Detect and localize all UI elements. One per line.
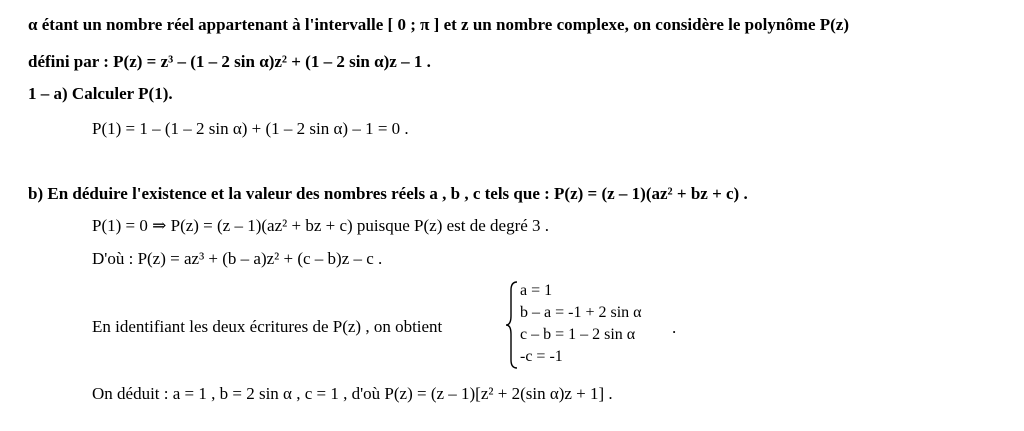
left-brace-icon [505,280,519,370]
equation-system [505,280,685,370]
question-b-line-1: P(1) = 0 ⇒ P(z) = (z – 1)(az² + bz + c) puisque P(z) est de degré 3 . [92,216,550,235]
question-1a-title: 1 – a) Calculer P(1). [28,84,173,103]
system-equation-4: -c = -1 [520,348,563,365]
system-equation-1: a = 1 [520,282,553,299]
question-b-identify: En identifiant les deux écritures de P(z) , on obtient [92,317,443,336]
intro-line-1: α étant un nombre réel appartenant à l'intervalle [ 0 ; π ] et z un nombre complexe, on considère le polynôme P(z) [28,15,850,34]
system-equation-3: c – b = 1 – 2 sin α [520,326,636,343]
intro-line-2: défini par : P(z) = z³ – (1 – 2 sin α)z² + (1 – 2 sin α)z – 1 . [28,52,431,71]
question-b-title: b) En déduire l'existence et la valeur des nombres réels a , b , c tels que : P(z) = (z – 1)(az² + bz + c) . [28,184,748,203]
system-equation-2: b – a = -1 + 2 sin α [520,304,642,321]
question-1a-answer: P(1) = 1 – (1 – 2 sin α) + (1 – 2 sin α) – 1 = 0 . [92,119,409,138]
question-b-conclusion: On déduit : a = 1 , b = 2 sin α , c = 1 , d'où P(z) = (z – 1)[z² + 2(sin α)z + 1] . [92,384,613,403]
system-end-period: . [672,318,677,337]
question-b-line-2: D'où : P(z) = az³ + (b – a)z² + (c – b)z – c . [92,249,383,268]
